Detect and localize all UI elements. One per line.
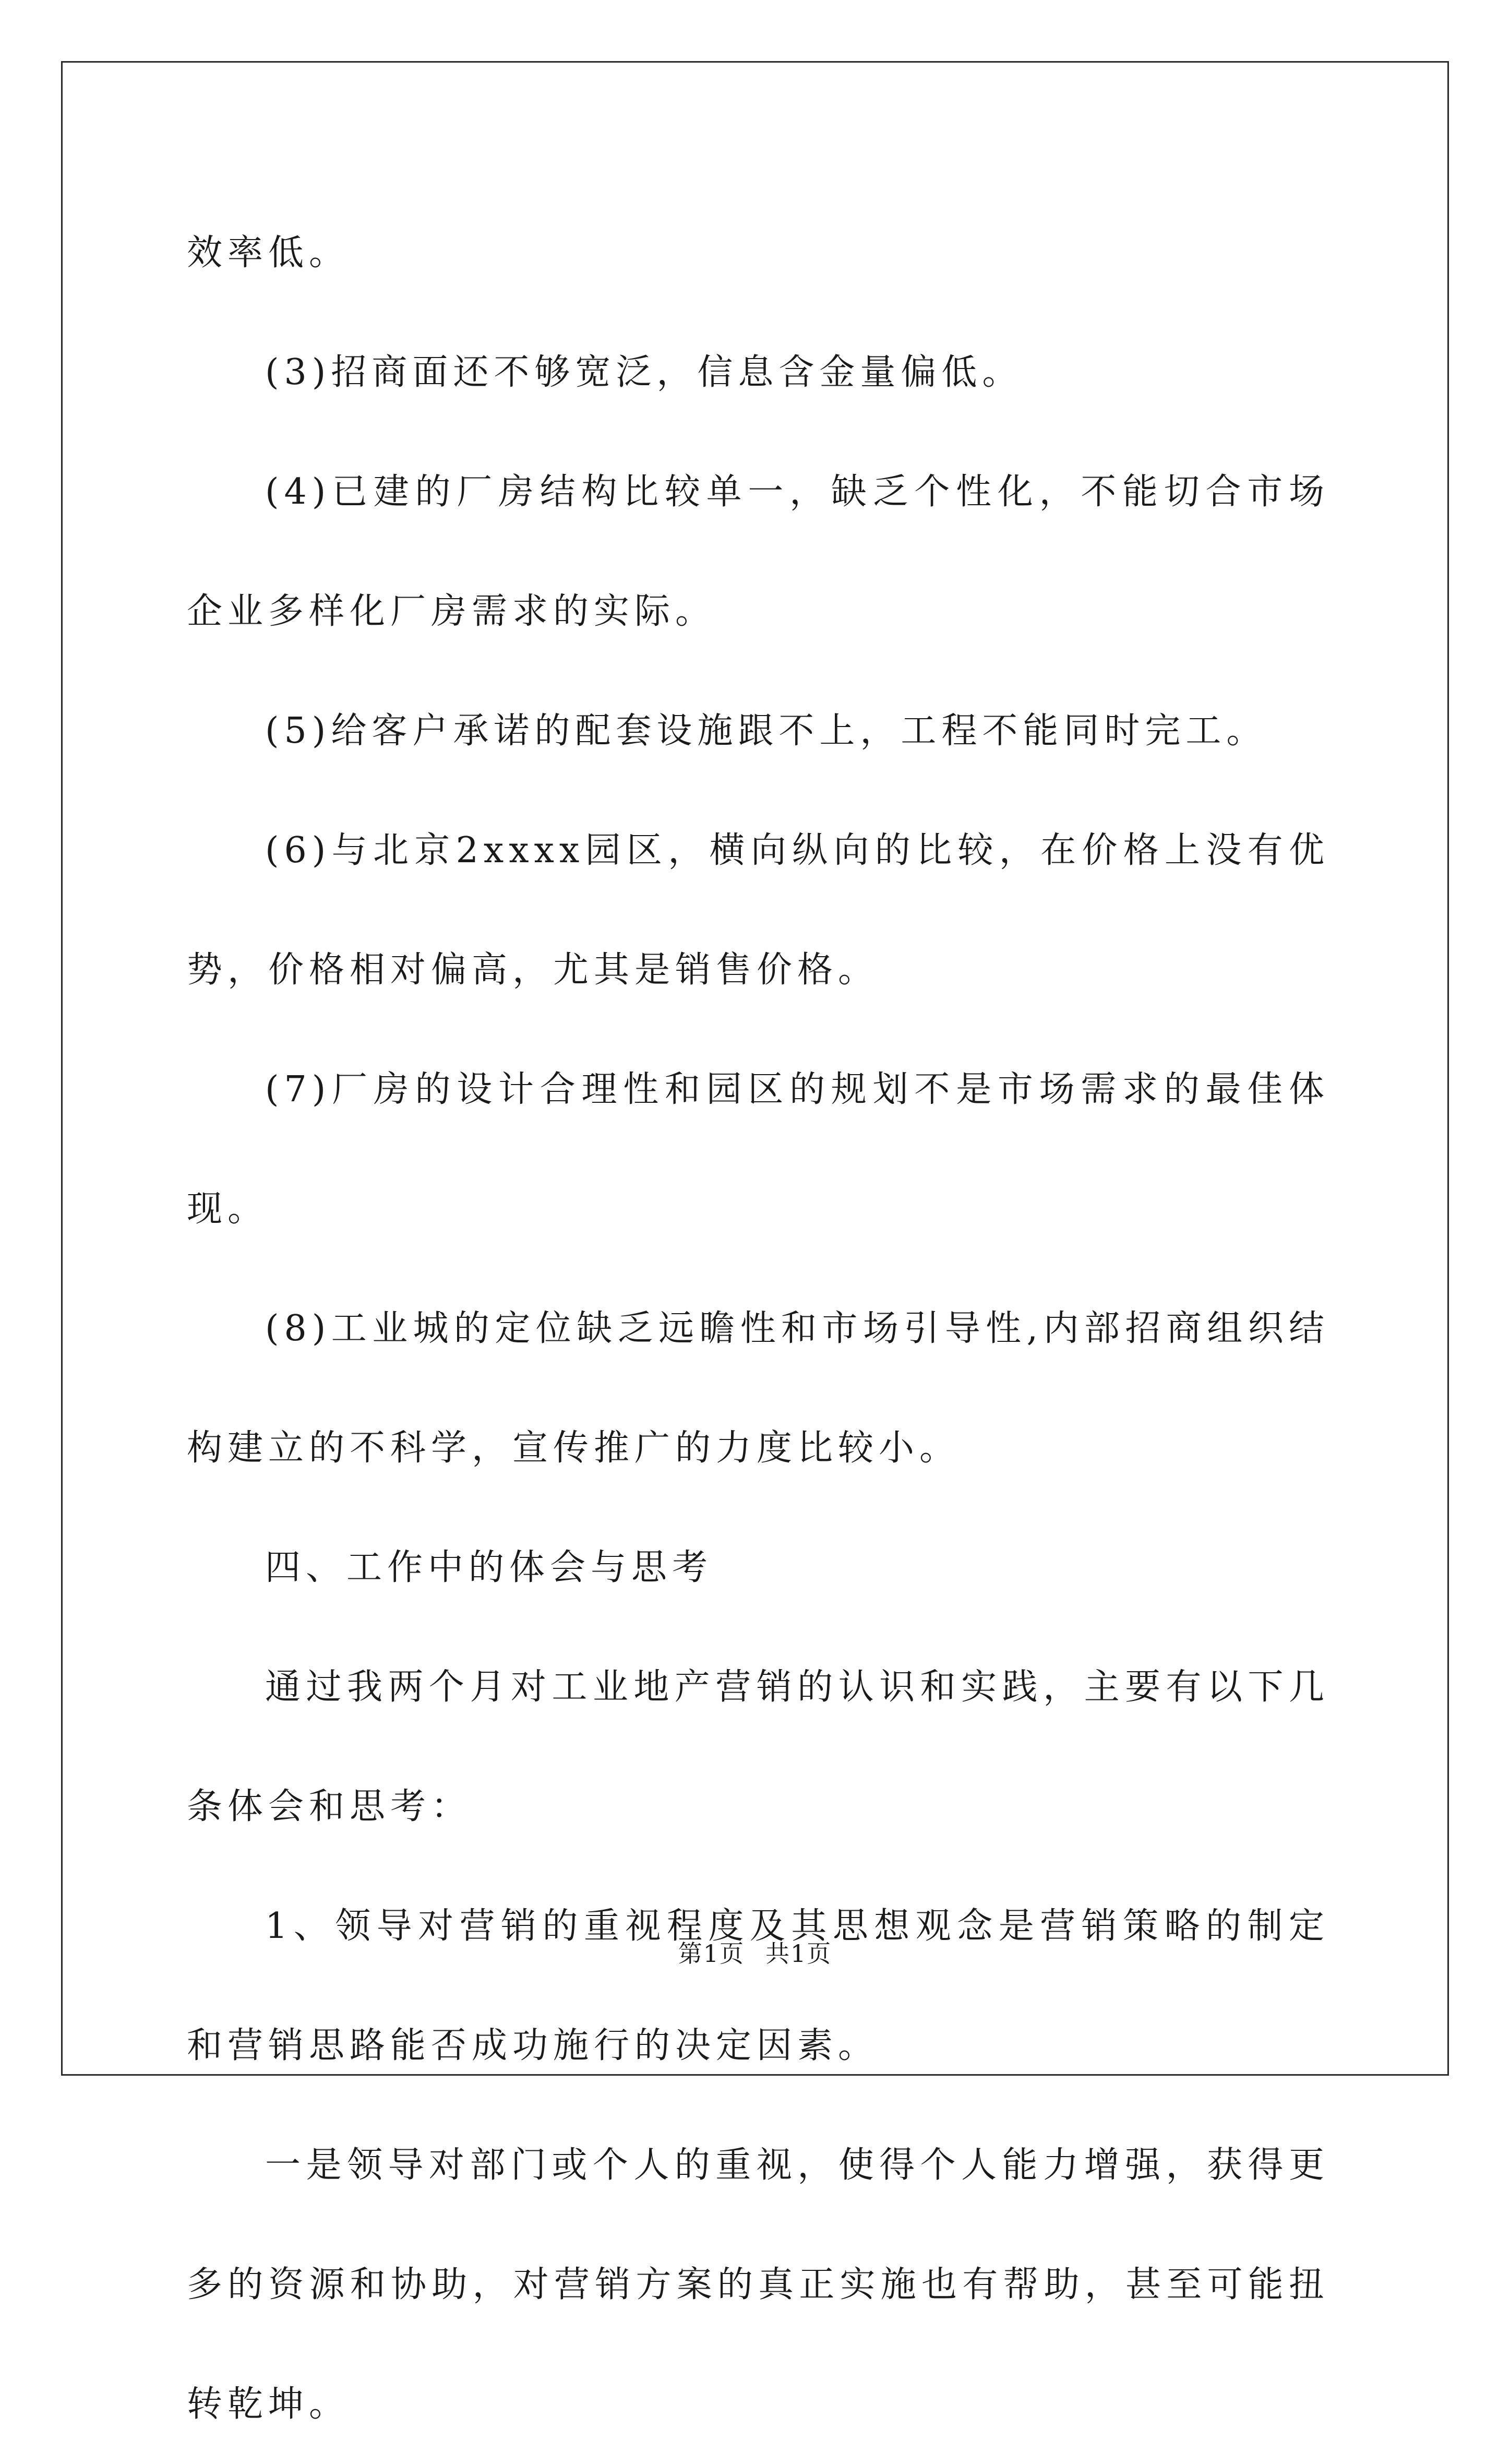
paragraph-4: (5)给客户承诺的配套设施跟不上，工程不能同时完工。 bbox=[265, 710, 1267, 752]
paragraph-3: (4)已建的厂房结构比较单一，缺乏个性化，不能切合市场企业多样化厂房需求的实际。 bbox=[187, 471, 1329, 632]
paragraph-6: (7)厂房的设计合理性和园区的规划不是市场需求的最佳体现。 bbox=[187, 1069, 1329, 1230]
section-heading: 四、工作中的体会与思考 bbox=[265, 1547, 713, 1588]
paragraph-5: (6)与北京2xxxx园区，横向纵向的比较，在价格上没有优势，价格相对偏高，尤其是销售价格。 bbox=[187, 830, 1329, 991]
paragraph-10: 1、领导对营销的重视程度及其思想观念是营销策略的制定和营销思路能否成功施行的决定因素。 bbox=[187, 1906, 1329, 2066]
paragraph-7: (8)工业城的定位缺乏远瞻性和市场引导性,内部招商组织结构建立的不科学，宣传推广的力度比较小。 bbox=[187, 1308, 1329, 1469]
page-footer bbox=[0, 1938, 1510, 1969]
page-number: 第1页 bbox=[678, 1939, 745, 1968]
paragraph-11: 一是领导对部门或个人的重视，使得个人能力增强，获得更多的资源和协助，对营销方案的真正实施也有帮助，甚至可能扭转乾坤。 bbox=[187, 2145, 1329, 2425]
paragraph-2: (3)招商面还不够宽泛，信息含金量偏低。 bbox=[265, 352, 1023, 393]
paragraph-1: 效率低。 bbox=[187, 232, 350, 273]
paragraph-9: 通过我两个月对工业地产营销的认识和实践，主要有以下几条体会和思考： bbox=[187, 1667, 1329, 1827]
page-total: 共1页 bbox=[765, 1939, 832, 1968]
document-body bbox=[187, 193, 1329, 2464]
